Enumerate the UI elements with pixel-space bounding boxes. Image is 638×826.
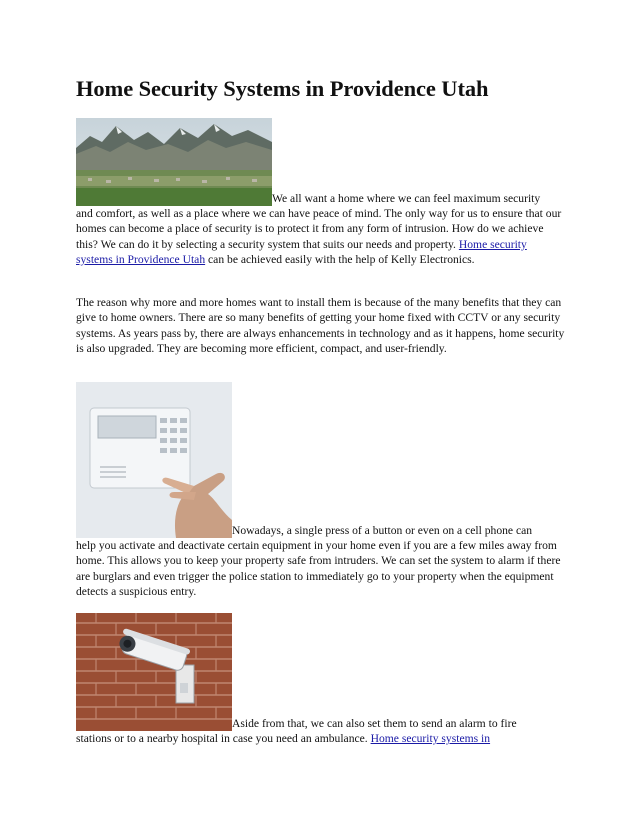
- providence-security-link[interactable]: Home security systems in Providence Utah: [76, 237, 527, 266]
- section-4: [76, 613, 566, 746]
- paragraph-4-lead-text: Aside from that, we can also set them to send an alarm to fire: [232, 716, 517, 730]
- paragraph-3-lead-line: [76, 382, 566, 538]
- section-2: [76, 295, 566, 356]
- mountain-landscape-image: [76, 118, 272, 206]
- paragraph-1-text: and comfort, as well as a place where we can have peace of mind. The only way for us to ensure that our homes can become a place of security is to protect it from any form of intrusion. How do we achieve this? We can do it by selecting a security system that suits our needs and property.: [76, 207, 562, 251]
- section-1: [76, 118, 566, 267]
- paragraph-3: help you activate and deactivate certain equipment in your home even if you are a few miles away from home. This allows you to keep your property safe from intruders. We can set the system to alarm if there are burglars and even trigger the police station to immediately go to your property when the equipment detects a suspicious entry.: [76, 539, 561, 598]
- page-title: Home Security Systems in Providence Utah: [76, 76, 489, 101]
- paragraph-1: [76, 206, 566, 267]
- alarm-keypad-image: [76, 382, 232, 538]
- paragraph-1-after-link: can be achieved easily with the help of Kelly Electronics.: [208, 252, 475, 266]
- paragraph-4-text: stations or to a nearby hospital in case you need an ambulance.: [76, 732, 368, 745]
- paragraph-1-lead-line: [76, 118, 566, 206]
- section-3: [76, 382, 566, 599]
- paragraph-1-lead-text: We all want a home where we can feel maximum security: [272, 191, 541, 205]
- paragraph-3-lead-text: Nowadays, a single press of a button or even on a cell phone can: [232, 523, 533, 537]
- security-camera-image: [76, 613, 232, 731]
- paragraph-4-lead-line: [76, 613, 566, 731]
- home-security-systems-link[interactable]: Home security systems in: [370, 732, 491, 745]
- paragraph-4: [76, 731, 566, 746]
- paragraph-2: The reason why more and more homes want to install them is because of the many benefits that they can give to home owners. There are so many benefits of getting your home fixed with CCTV or any security systems. As years pass by, there are always enhancements in technology and as it happens, home security is also upgraded. They are becoming more efficient, compact, and user-friendly.: [76, 296, 565, 355]
